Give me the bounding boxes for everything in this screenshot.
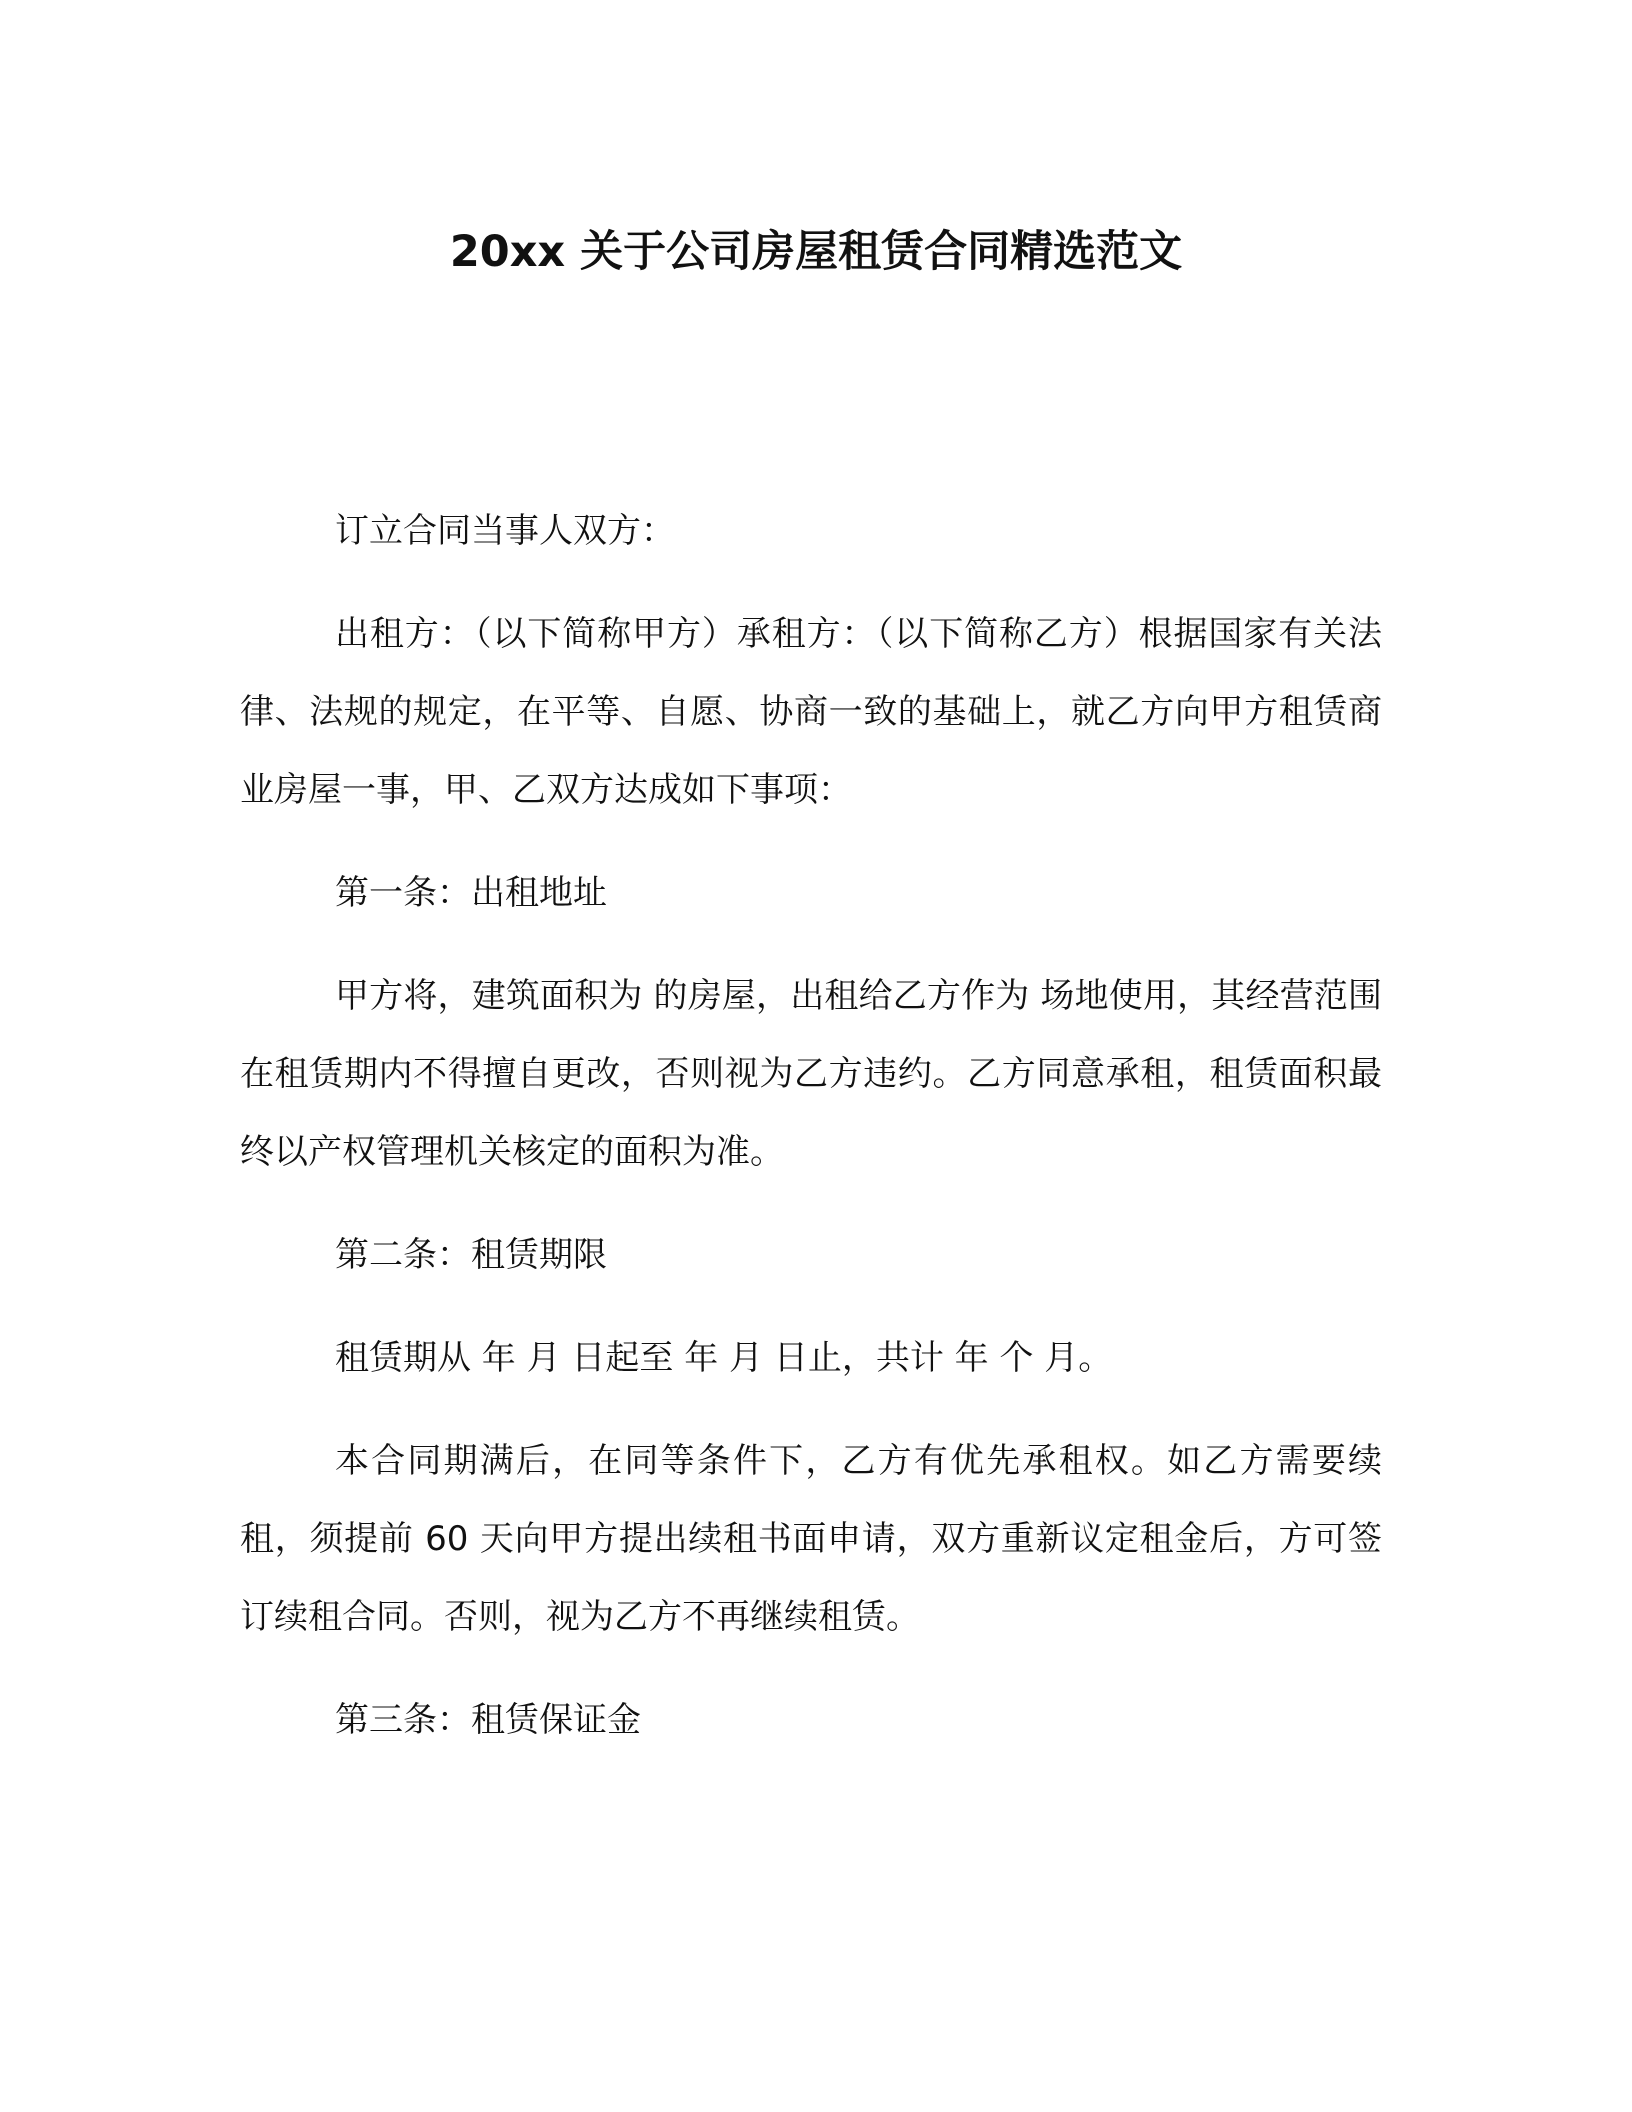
article-1-content: 甲方将，建筑面积为 的房屋，出租给乙方作为 场地使用，其经营范围在租赁期内不得擅自更改，否则视为乙方违约。乙方同意承租，租赁面积最终以产权管理机关核定的面积为准。	[240, 976, 1382, 1172]
document-body	[240, 492, 1382, 1784]
article-3-heading: 第三条：租赁保证金	[335, 1700, 641, 1740]
article-2-renewal: 本合同期满后，在同等条件下，乙方有优先承租权。如乙方需要续租，须提前 60 天向甲方提出续租书面申请，双方重新议定租金后，方可签订续租合同。否则，视为乙方不再继续租赁。	[240, 1441, 1382, 1637]
document-title: 20xx 关于公司房屋租赁合同精选范文	[449, 227, 1183, 277]
paragraph-parties-intro: 订立合同当事人双方：	[335, 511, 675, 551]
article-1-heading: 第一条：出租地址	[335, 873, 607, 913]
paragraph-parties-detail: 出租方：（以下简称甲方）承租方：（以下简称乙方）根据国家有关法律、法规的规定，在平等、自愿、协商一致的基础上，就乙方向甲方租赁商业房屋一事，甲、乙双方达成如下事项：	[240, 614, 1382, 810]
article-2-heading: 第二条：租赁期限	[335, 1235, 607, 1275]
article-2-term: 租赁期从 年 月 日起至 年 月 日止，共计 年 个 月。	[335, 1338, 1113, 1378]
